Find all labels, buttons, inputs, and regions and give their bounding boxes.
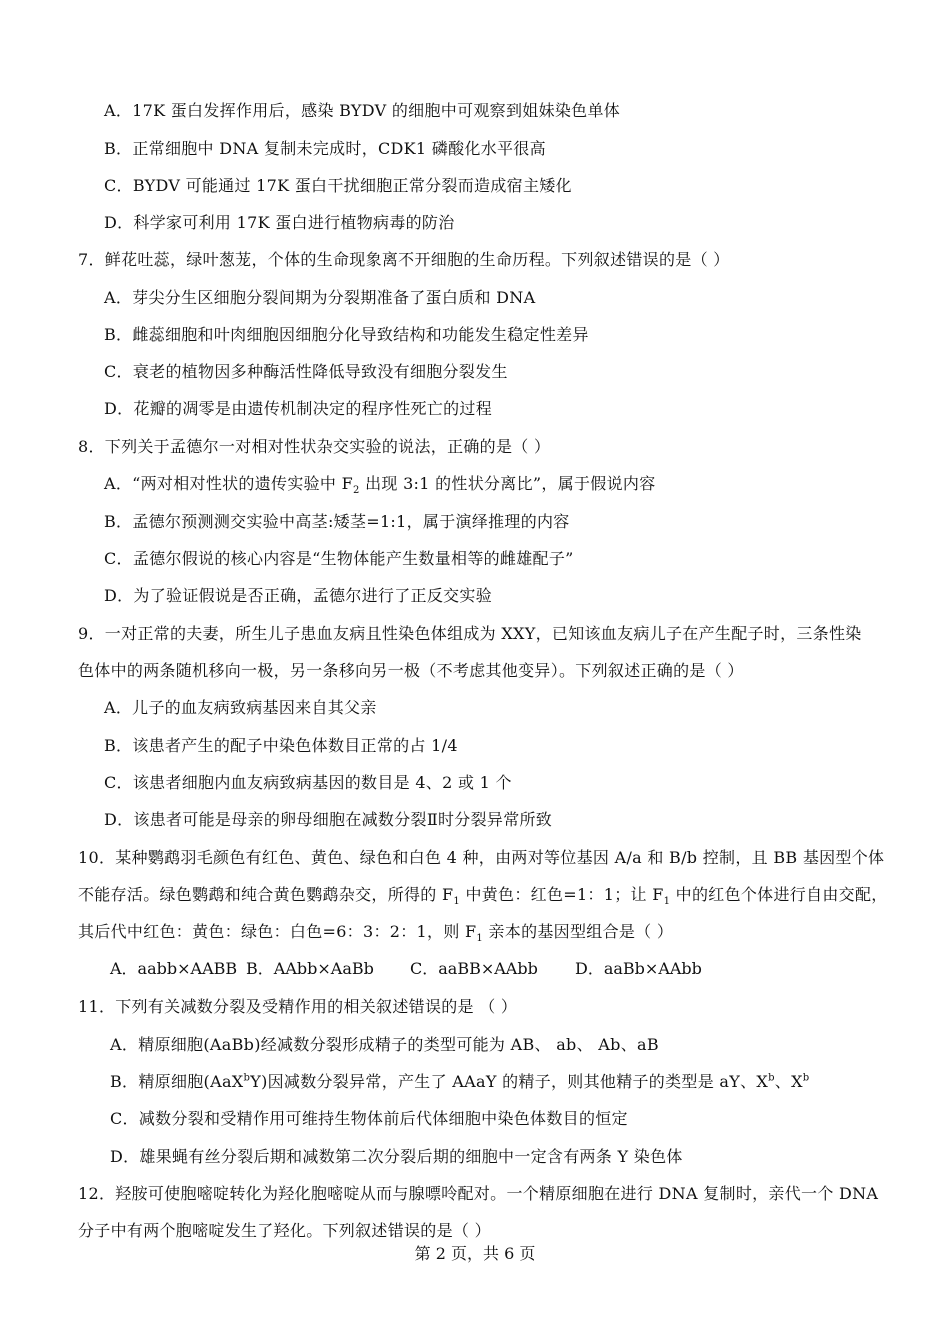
q11-option-a: A．精原细胞(AaBb)经减数分裂形成精子的类型可能为 AB、 ab、 Ab、aB	[110, 1035, 659, 1054]
q9-stem-line1: 9．一对正常的夫妻，所生儿子患血友病且性染色体组成为 XXY，已知该血友病儿子在产生配子时，三条性染	[78, 624, 862, 643]
q12-stem-line2: 分子中有两个胞嘧啶发生了羟化。下列叙述错误的是（ ）	[78, 1221, 491, 1240]
q8-option-c: C．孟德尔假说的核心内容是“生物体能产生数量相等的雌雄配子”	[104, 549, 574, 568]
q10-option-b: B．AAbb×AaBb	[246, 959, 374, 978]
q10-stem-line2: 不能存活。绿色鹦鹉和纯合黄色鹦鹉杂交，所得的 $F_1$ 中黄色：红色=1：1；让 $F_1$ 中的红色个体进行自由交配，	[78, 885, 888, 908]
q9-option-b: B．该患者产生的配子中染色体数目正常的占 1/4	[104, 736, 458, 755]
q6-option-b: B．正常细胞中 DNA 复制未完成时，CDK1 磷酸化水平很高	[104, 139, 546, 158]
q10-stem-line3: 其后代中红色：黄色：绿色：白色=6：3：2：1，则 $F_1$ 亲本的基因型组合是（ ）	[78, 922, 674, 945]
q7-option-d: D．花瓣的凋零是由遗传机制决定的程序性死亡的过程	[104, 399, 493, 418]
q9-option-d: D．该患者可能是母亲的卵母细胞在减数分裂Ⅱ时分裂异常所致	[104, 810, 553, 829]
q10-option-d: D．aaBb×AAbb	[575, 959, 702, 978]
q8-option-d: D．为了验证假说是否正确，孟德尔进行了正反交实验	[104, 586, 493, 605]
q11-option-c: C．减数分裂和受精作用可维持生物体前后代体细胞中染色体数目的恒定	[110, 1109, 628, 1128]
q7-stem: 7．鲜花吐蕊，绿叶葱茏，个体的生命现象离不开细胞的生命历程。下列叙述错误的是（ ）	[78, 250, 730, 269]
q10-option-c: C．aaBB×AAbb	[410, 959, 538, 978]
q11-stem: 11．下列有关减数分裂及受精作用的相关叙述错误的是 （ ）	[78, 997, 518, 1016]
q10-option-a: A．aabb×AABB	[110, 959, 238, 978]
q9-option-a: A．儿子的血友病致病基因来自其父亲	[104, 698, 377, 717]
q8-stem: 8．下列关于孟德尔一对相对性状杂交实验的说法，正确的是（ ）	[78, 437, 551, 456]
q7-option-a: A．芽尖分生区细胞分裂间期为分裂期准备了蛋白质和 DNA	[104, 288, 536, 307]
q7-option-b: B．雌蕊细胞和叶肉细胞因细胞分化导致结构和功能发生稳定性差异	[104, 325, 589, 344]
q6-option-a: A．17K 蛋白发挥作用后，感染 BYDV 的细胞中可观察到姐妹染色单体	[104, 101, 621, 120]
q6-option-c: C．BYDV 可能通过 17K 蛋白干扰细胞正常分裂而造成宿主矮化	[104, 176, 572, 195]
q11-option-b: B．精原细胞(AaX$^b$Y)因减数分裂异常，产生了 AAaY 的精子，则其他精子的类型是 aY、$X^b$、$X^b$	[110, 1072, 810, 1091]
q9-option-c: C．该患者细胞内血友病致病基因的数目是 4、2 或 1 个	[104, 773, 512, 792]
q9-stem-line2: 色体中的两条随机移向一极，另一条移向另一极（不考虑其他变异）。下列叙述正确的是（ ）	[78, 661, 744, 680]
q7-option-c: C．衰老的植物因多种酶活性降低导致没有细胞分裂发生	[104, 362, 508, 381]
q10-stem-line1: 10．某种鹦鹉羽毛颜色有红色、黄色、绿色和白色 4 种，由两对等位基因 A/a 和 B/b 控制，且 BB 基因型个体	[78, 848, 885, 867]
q12-stem-line1: 12．羟胺可使胞嘧啶转化为羟化胞嘧啶从而与腺嘌呤配对。一个精原细胞在进行 DNA 复制时，亲代一个 DNA	[78, 1184, 879, 1203]
q6-option-d: D．科学家可利用 17K 蛋白进行植物病毒的防治	[104, 213, 455, 232]
q8-option-b: B．孟德尔预测测交实验中高茎:矮茎=1:1，属于演绎推理的内容	[104, 512, 570, 531]
page-footer: 第 2 页，共 6 页	[414, 1244, 536, 1263]
q11-option-d: D．雄果蝇有丝分裂后期和减数第二次分裂后期的细胞中一定含有两条 Y 染色体	[110, 1147, 683, 1166]
q8-option-a: A．“两对相对性状的遗传实验中 $F_2$ 出现 3:1 的性状分离比”，属于假说内容	[104, 474, 656, 497]
